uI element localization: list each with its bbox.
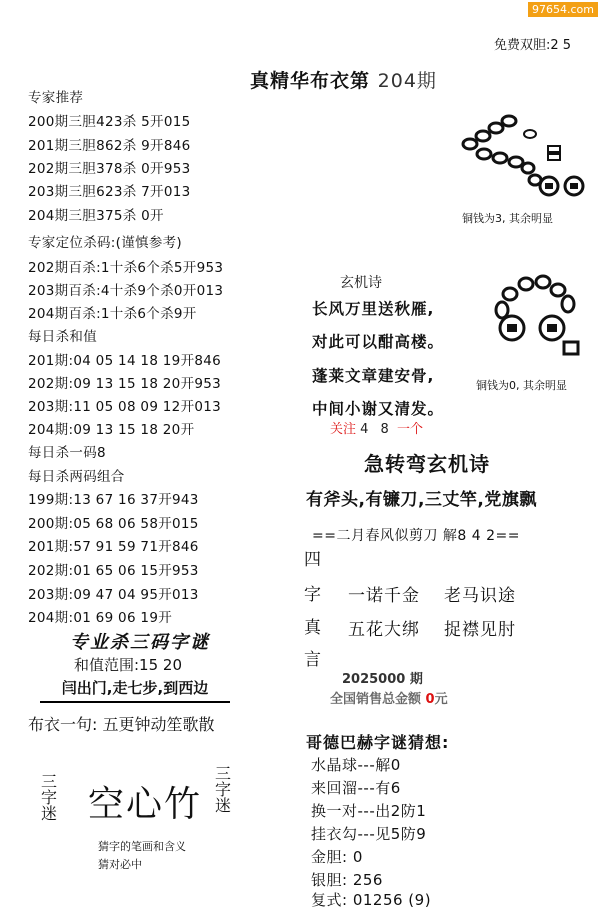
list-item: 202期:01 65 06 15开953 [28, 563, 199, 579]
sales-amount: 0 [425, 692, 435, 707]
list-item: 203期:11 05 08 09 12开013 [28, 399, 222, 415]
list-item: 复式: 01256 (9) [311, 891, 432, 909]
issue-number: 204期 [377, 70, 437, 92]
hairpin-spring: ==二月春风似剪刀 解8 4 2== [312, 528, 520, 544]
poem-line: 对此可以酣高楼。 [312, 333, 445, 351]
idiom: 捉襟见肘 [444, 620, 516, 640]
watermark: 97654.com [528, 2, 598, 17]
three-char-left: 三字迷 [40, 772, 57, 823]
coin-caption-1: 铜钱为3, 其余明显 [462, 212, 553, 225]
three-char-right: 三字迷 [214, 764, 231, 815]
big-word: 空心竹 [88, 784, 203, 825]
list-item: 202期三胆378杀 0开953 [28, 161, 191, 177]
sales-unit: 元 [434, 692, 448, 707]
list-item: 204期三胆375杀 0开 [28, 208, 164, 224]
sales-period: 2025000 期 [342, 672, 423, 687]
coin-ring-illustration [480, 272, 595, 362]
vertical-char: 四 [304, 550, 321, 570]
follow-suffix: 一个 [396, 422, 423, 437]
poem-line: 长风万里送秋雁, [312, 300, 435, 318]
list-item: 200期三胆423杀 5开015 [28, 114, 191, 130]
hairpin-title: 急转弯玄机诗 [364, 452, 490, 476]
sales-label: 全国销售总金额 [330, 692, 422, 707]
sum-kill-heading: 每日杀和值 [28, 329, 97, 345]
coin-caption-2: 铜钱为0, 其余明显 [476, 379, 567, 392]
sum-range: 和值范围:15 20 [74, 656, 182, 674]
list-item: 挂衣勾---见5防9 [311, 825, 427, 843]
free-pair: 免费双胆:2 5 [494, 38, 572, 53]
list-item: 来回溜---有6 [311, 779, 401, 797]
list-item: 203期:09 47 04 95开013 [28, 587, 199, 603]
list-item: 202期:09 13 15 18 20开953 [28, 376, 222, 392]
list-item: 203期百杀:4十杀9个杀0开013 [28, 283, 224, 299]
page-title [250, 66, 437, 93]
title-text: 真精华布衣第 [250, 70, 371, 92]
list-item: 199期:13 67 16 37开943 [28, 492, 199, 508]
riddle-box: 闫出门,走七步,到西边 [40, 677, 230, 703]
list-item: 金胆: 0 [311, 848, 363, 866]
list-item: 水晶球---解0 [311, 756, 401, 774]
list-item: 201期:04 05 14 18 19开846 [28, 353, 222, 369]
hint-line: 猜字的笔画和含义 [98, 840, 186, 853]
list-item: 203期三胆623杀 7开013 [28, 184, 191, 200]
expert-heading: 专家推荐 [28, 90, 84, 106]
vertical-char: 真 [304, 618, 321, 638]
riddle-title: 专业杀三码字谜 [70, 632, 210, 653]
sales-total [330, 688, 448, 707]
idiom: 五花大绑 [348, 620, 420, 640]
xuanji-heading: 玄机诗 [340, 275, 382, 291]
vertical-char: 言 [304, 650, 321, 670]
poem-line: 中间小谢又清发。 [312, 400, 445, 418]
buyi-line: 布衣一句: 五更钟动笙歌散 [28, 715, 215, 734]
list-item: 204期百杀:1十杀6个杀9开 [28, 306, 197, 322]
follow-numbers: 4 8 [360, 422, 393, 437]
follow-line [330, 418, 423, 437]
one-code-kill: 每日杀一码8 [28, 445, 106, 461]
idiom: 一诺千金 [348, 586, 420, 606]
list-item: 换一对---出2防1 [311, 802, 427, 820]
poem-line: 蓬莱文章建安骨, [312, 367, 435, 385]
position-kill-heading: 专家定位杀码:(谨慎参考) [28, 235, 182, 251]
vertical-char: 字 [304, 585, 321, 605]
list-item: 银胆: 256 [311, 871, 383, 889]
list-item: 202期百杀:1十杀6个杀5开953 [28, 260, 224, 276]
two-code-heading: 每日杀两码组合 [28, 469, 125, 485]
coin-chain-illustration [456, 112, 586, 207]
list-item: 204期:09 13 15 18 20开 [28, 422, 195, 438]
follow-label: 关注 [330, 422, 357, 437]
hairpin-tools: 有斧头,有镰刀,三丈竿,党旗飘 [306, 490, 537, 510]
list-item: 204期:01 69 06 19开 [28, 610, 173, 626]
goldbach-title: 哥德巴赫字谜猜想: [306, 733, 450, 752]
list-item: 201期三胆862杀 9开846 [28, 138, 191, 154]
list-item: 201期:57 91 59 71开846 [28, 539, 199, 555]
hint-line: 猜对必中 [98, 858, 142, 871]
list-item: 200期:05 68 06 58开015 [28, 516, 199, 532]
idiom: 老马识途 [444, 586, 516, 606]
